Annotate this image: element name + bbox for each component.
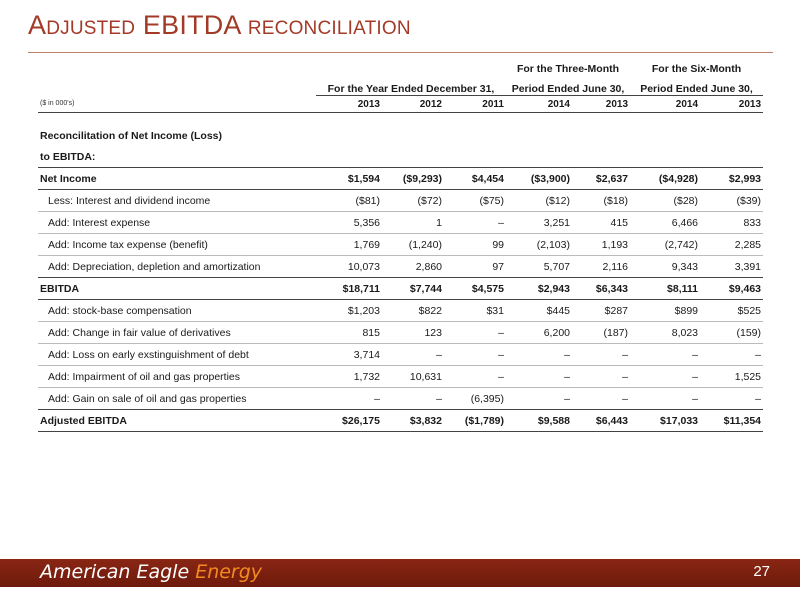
table-row: [38, 344, 763, 366]
cell: –: [692, 392, 699, 405]
page-number: 27: [753, 563, 770, 580]
cell: ($81): [316, 190, 382, 212]
cell: 2,285: [700, 234, 763, 256]
cell: ($3,900): [506, 168, 572, 190]
cell: $899: [630, 300, 700, 322]
cell: 1,525: [700, 366, 763, 388]
six-month-header-line1: For the Six-Month: [651, 63, 742, 75]
cell: –: [564, 392, 570, 405]
cell: –: [700, 344, 763, 366]
cell: –: [506, 344, 572, 366]
cell: –: [755, 392, 762, 405]
row-label: EBITDA: [38, 278, 316, 300]
row-label: Net Income: [38, 168, 316, 190]
section-label-row-2: [38, 146, 763, 168]
cell: $287: [572, 300, 630, 322]
cell: –: [622, 392, 629, 405]
cell: $11,354: [700, 410, 763, 432]
cell: 9,343: [671, 260, 699, 273]
cell: $31: [444, 300, 506, 322]
cell: $8,111: [630, 278, 700, 300]
table-row: [38, 190, 763, 212]
cell: ($39): [700, 190, 763, 212]
table-row: [38, 212, 763, 234]
cell: $2,943: [506, 278, 572, 300]
year-col-6: 2014: [630, 96, 700, 113]
cell: 8,023: [630, 322, 700, 344]
section-label-row: [38, 125, 763, 146]
cell: –: [572, 366, 630, 388]
cell: 3,391: [734, 260, 762, 273]
table-row: [38, 168, 763, 190]
footer-bar: [0, 559, 800, 587]
cell: –: [630, 344, 700, 366]
table-row: [38, 300, 763, 322]
cell: $822: [382, 300, 444, 322]
cell: $525: [700, 300, 763, 322]
cell: 1,732: [316, 366, 382, 388]
year-header-row: [38, 96, 763, 113]
cell: $18,711: [316, 278, 382, 300]
cell: $4,454: [444, 168, 506, 190]
table-row: [38, 234, 763, 256]
cell: $9,588: [506, 410, 572, 432]
cell: –: [444, 322, 506, 344]
cell: 10,631: [382, 366, 444, 388]
cell: 1: [382, 212, 444, 234]
cell: $445: [506, 300, 572, 322]
table-row: [38, 278, 763, 300]
cell: $1,203: [316, 300, 382, 322]
reconciliation-table-container: [38, 55, 763, 432]
cell: ($1,789): [444, 410, 506, 432]
cell: 10,073: [347, 260, 380, 273]
cell: (159): [700, 322, 763, 344]
cell: ($18): [572, 190, 630, 212]
cell: ($12): [506, 190, 572, 212]
cell: ($72): [382, 190, 444, 212]
cell: $6,343: [572, 278, 630, 300]
cell: ($9,293): [382, 168, 444, 190]
cell: 5,356: [316, 212, 382, 234]
year-col-5: 2013: [572, 96, 630, 113]
slide-title: Adjusted EBITDA reconciliation: [28, 10, 411, 40]
cell: ($75): [444, 190, 506, 212]
cell: 5,707: [543, 260, 570, 273]
table-row: [38, 322, 763, 344]
cell: 99: [444, 234, 506, 256]
cell: (6,395): [470, 392, 504, 405]
cell: $7,744: [382, 278, 444, 300]
cell: 3,251: [506, 212, 572, 234]
cell: 2,860: [415, 260, 442, 273]
logo-text-accent: Energy: [195, 561, 263, 583]
cell: $3,832: [382, 410, 444, 432]
year-col-2: 2012: [382, 96, 444, 113]
cell: 123: [382, 322, 444, 344]
cell: –: [444, 366, 506, 388]
year-col-4: 2014: [506, 96, 572, 113]
cell: –: [382, 344, 444, 366]
group-header-row-2: [38, 75, 763, 96]
table-row: [38, 366, 763, 388]
cell: 815: [316, 322, 382, 344]
cell: 3,714: [316, 344, 382, 366]
cell: $17,033: [630, 410, 700, 432]
cell: –: [572, 344, 630, 366]
cell: –: [444, 212, 506, 234]
year-ended-header: For the Year Ended December 31,: [316, 75, 506, 96]
row-label: Add: stock-base compensation: [38, 300, 316, 322]
cell: 2,116: [602, 260, 629, 273]
cell: 6,466: [630, 212, 700, 234]
group-header-row-1: [38, 55, 763, 75]
row-label: Add: Income tax expense (benefit): [38, 234, 316, 256]
year-col-1: 2013: [316, 96, 382, 113]
year-col-7: 2013: [700, 96, 763, 113]
row-label: Add: Interest expense: [38, 212, 316, 234]
cell: $4,575: [444, 278, 506, 300]
cell: 6,200: [506, 322, 572, 344]
cell: $6,443: [572, 410, 630, 432]
cell: $9,463: [700, 278, 763, 300]
year-col-3: 2011: [444, 96, 506, 113]
three-month-header-line2: Period Ended June 30,: [506, 75, 630, 96]
row-label: Add: Depreciation, depletion and amortization: [48, 260, 261, 273]
cell: –: [444, 344, 506, 366]
logo-text-primary: American Eagle: [40, 561, 190, 583]
cell: (2,103): [506, 234, 572, 256]
cell: 1,769: [316, 234, 382, 256]
row-label: Less: Interest and dividend income: [38, 190, 316, 212]
cell: 1,193: [572, 234, 630, 256]
six-month-header-line2: Period Ended June 30,: [630, 75, 763, 96]
section-label-2: to EBITDA:: [38, 146, 763, 168]
row-label: Adjusted EBITDA: [38, 410, 316, 432]
cell: ($28): [630, 190, 700, 212]
company-logo: [40, 561, 262, 583]
row-label: Add: Loss on early exstinguishment of debt: [38, 344, 316, 366]
cell: $1,594: [316, 168, 382, 190]
row-label: Add: Change in fair value of derivatives: [38, 322, 316, 344]
section-label-1: Reconcilitation of Net Income (Loss): [40, 129, 223, 142]
cell: 97: [492, 260, 504, 273]
cell: $2,637: [572, 168, 630, 190]
cell: (1,240): [382, 234, 444, 256]
cell: –: [630, 366, 700, 388]
cell: 415: [572, 212, 630, 234]
cell: –: [506, 366, 572, 388]
cell: 833: [700, 212, 763, 234]
three-month-header-line1: For the Three-Month: [516, 63, 620, 75]
reconciliation-table: [38, 55, 763, 432]
cell: (187): [572, 322, 630, 344]
cell: (2,742): [630, 234, 700, 256]
table-row: [38, 256, 763, 278]
cell: –: [436, 392, 442, 405]
row-label: Add: Gain on sale of oil and gas properties: [48, 392, 247, 405]
cell: $26,175: [316, 410, 382, 432]
table-row: [38, 388, 763, 410]
units-label: ($ in 000's): [38, 96, 316, 113]
row-label: Add: Impairment of oil and gas properties: [38, 366, 316, 388]
cell: $2,993: [700, 168, 763, 190]
cell: –: [374, 392, 380, 405]
title-divider: [28, 52, 773, 53]
cell: ($4,928): [630, 168, 700, 190]
table-row: [38, 410, 763, 432]
